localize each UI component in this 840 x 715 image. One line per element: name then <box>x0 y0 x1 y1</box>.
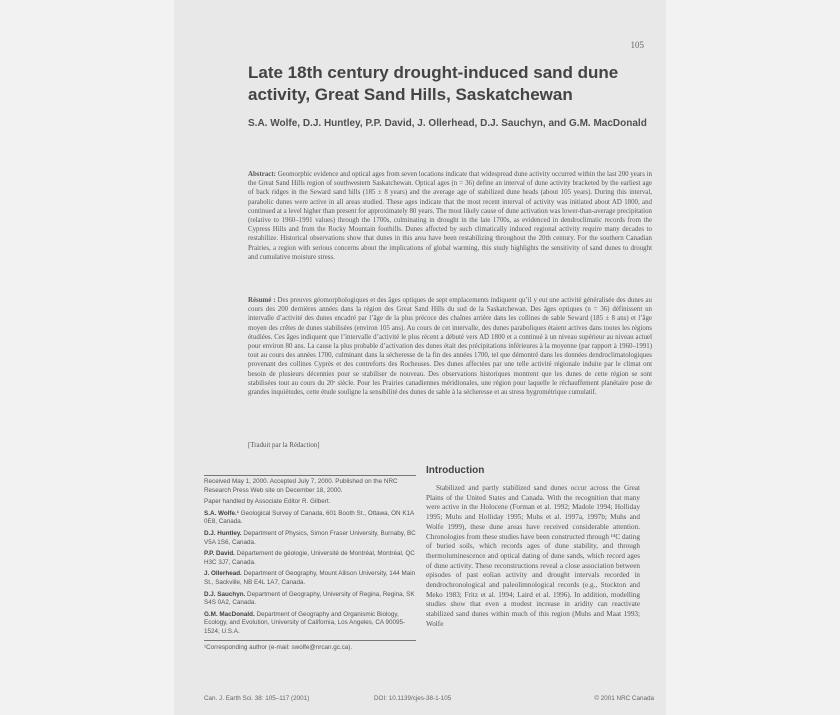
affiliation-name: D.J. Sauchyn. <box>204 590 246 598</box>
affiliation-address: Department of Geography, Mount Allison University, 144 Main St., Sackville, NB E4L 1A7, Canada. <box>204 570 416 586</box>
affiliation-item <box>204 530 416 547</box>
affiliation-name: S.A. Wolfe.¹ <box>204 509 239 517</box>
resume-label: Résumé : <box>248 297 276 304</box>
affiliation-item <box>204 591 416 608</box>
abstract <box>248 170 652 262</box>
copyright: © 2001 NRC Canada <box>594 695 654 702</box>
corresponding-author: ¹Corresponding author (e-mail: swolfe@nrcan.gc.ca). <box>204 643 353 651</box>
affiliation-item <box>204 611 416 637</box>
affiliation-address: Department of Physics, Simon Fraser University, Burnaby, BC V5A 1S6, Canada. <box>204 529 416 546</box>
doi: DOI: 10.1139/cjes-38-1-105 <box>374 695 452 702</box>
affiliation-item <box>204 550 416 567</box>
abstract-text: Geomorphic evidence and optical ages from seven locations indicate that widespread dune activity occurred within the last 200 years in the Great Sand Hills region of southwestern Saskatchewan. Optical ages (n = 36) define an interval of dune activity bracketed by the earliest age of back ridges in the Seward sand hills (185 ± 8 years) and the average age of stabilized dune heads (about 105 years). During this interval, parabolic dunes were active in all areas studied. These ages indicate that the most recent interval of activity was initiated about AD 1800, and continued at a level higher than present for approximately 80 years. The most likely cause of dune activation was lower-than-average precipitation (relative to 1960–1991 values) through the 1700s, culminating in drought in the late 1700s, as evidenced in dendroclimatic records from the Cypress Hills and from the Rocky Mountain foothills. Dunes affected by such climatically induced regional activity require many decades to restabilize. Historical observations show that dunes in this area have been restabilizing throughout the 20th century. For the southern Canadian Prairies, a region with serious concerns about the implications of global warming, this study highlights the sensitivity of sand dunes to drought and cumulative moisture stress. <box>248 171 652 261</box>
affiliation-name: D.J. Huntley. <box>204 529 242 537</box>
editor-note: Paper handled by Associate Editor R. Gilbert. <box>204 498 331 506</box>
section-heading-introduction: Introduction <box>426 465 485 476</box>
affiliation-item <box>204 510 416 527</box>
paper-page <box>174 0 666 715</box>
paper-title: Late 18th century drought-induced sand dune activity, Great Sand Hills, Saskatchewan <box>248 63 619 104</box>
affiliation-name: P.P. David. <box>204 550 235 558</box>
affiliation-address: Department of Geography, University of Regina, Regina, SK S4S 0A2, Canada. <box>204 590 415 607</box>
affiliation-item <box>204 570 416 587</box>
introduction-text: Stabilized and partly stabilized sand dunes occur across the Great Plains of the United States and Canada. With the recognition that many were active in the Holocene (Forman et al. 1992; Madole 1994; Holliday 1995; Muhs and Holliday 1995; Muhs et al. 1997a, 1997b; Muhs and Wolfe 1999), these dune areas have received considerable attention. Chronologies from these studies have been constructed through ¹⁴C dating of buried soils, which records ages of dune stability, and through thermoluminescence and optical dating of dune sands, which record ages of dune activity. These reconstructions reveal a close association between episodes of past eolian activity and drought intervals recorded in dendrochronological and paleolimnological records (e.g., Stockton and Meko 1983; Fritz et al. 1994; Laird et al. 1996). In addition, modelling studies show that even a modest increase in aridity can reactivate stabilized sand dunes within much of this region (Muhs and Maat 1993; Wolfe <box>426 484 640 628</box>
abstract-label: Abstract: <box>248 171 276 178</box>
affiliation-address: Département de géologie, Université de Montréal, Montréal, QC H3C 3J7, Canada. <box>204 550 415 566</box>
journal-citation: Can. J. Earth Sci. 38: 105–117 (2001) <box>204 695 310 702</box>
received-dates: Received May 1, 2000. Accepted July 7, 2000. Published on the NRC Research Press Web site on December 18, 2000. <box>204 478 398 494</box>
author-list: S.A. Wolfe, D.J. Huntley, P.P. David, J. Ollerhead, D.J. Sauchyn, and G.M. MacDonald <box>248 118 647 129</box>
corresponding-rule <box>204 640 416 641</box>
resume <box>248 296 652 397</box>
resume-text: Des preuves géomorphologiques et des âges optiques de sept emplacements indiquent qu’il y eut une activité généralisée des dunes au cours des 200 dernières années dans la région des Great Sand Hills du sud de la Saskatchewan. Des âges optiques (n = 36) définissent un intervalle d’activité des dunes encadré par l’âge de la plus précoce des chaînes arrière dans les collines de sable Seward (185 ± 8 ans) et l’âge moyen des crêtes de dunes stabilisées (environ 105 ans). Au cours de cet intervalle, des dunes paraboliques étaient actives dans toutes les régions étudiées. Ces âges indiquent que l’intervalle d’activité le plus récent a débuté vers AD 1800 et a continué à un niveau supérieur au niveau actuel pour environ 80 ans. La cause la plus probable d’activation des dunes était des précipitations inférieures à la moyenne (par rapport à 1960–1991) tout au cours des années 1700, culminant dans la sécheresse de la fin des années 1700, tel que démontré dans les données dendroclimatologiques provenant des collines Cyprès et des contreforts des Rocheuses. Des dunes affectées par une telle activité régionale induite par le climat ont besoin de plusieurs décennies pour se stabiliser de nouveau. Des observations historiques montrent que les dunes de cette région se sont stabilisées tout au cours du 20ᵉ siècle. Pour les Prairies canadiennes méridionales, une région pour laquelle le réchauffement planétaire pose de grandes inquiétudes, cette étude souligne la sensibilité des dunes de sable à la sécheresse et au stress hygrométrique cumulatif. <box>248 297 652 397</box>
affiliation-name: G.M. MacDonald. <box>204 610 255 618</box>
article-footnotes <box>204 475 416 655</box>
affiliation-address: Geological Survey of Canada, 601 Booth St., Ottawa, ON K1A 0E8, Canada. <box>204 509 414 526</box>
affiliation-address: Department of Geography and Organismic Biology, Ecology, and Evolution, University of California, Los Angeles, CA 90095-1524, U.S.A. <box>204 610 406 635</box>
footnote-rule <box>204 475 416 476</box>
translation-note: [Traduit par la Rédaction] <box>248 442 320 449</box>
page-number: 105 <box>630 40 644 50</box>
affiliation-name: J. Ollerhead. <box>204 570 242 578</box>
affiliation-list <box>204 510 416 637</box>
